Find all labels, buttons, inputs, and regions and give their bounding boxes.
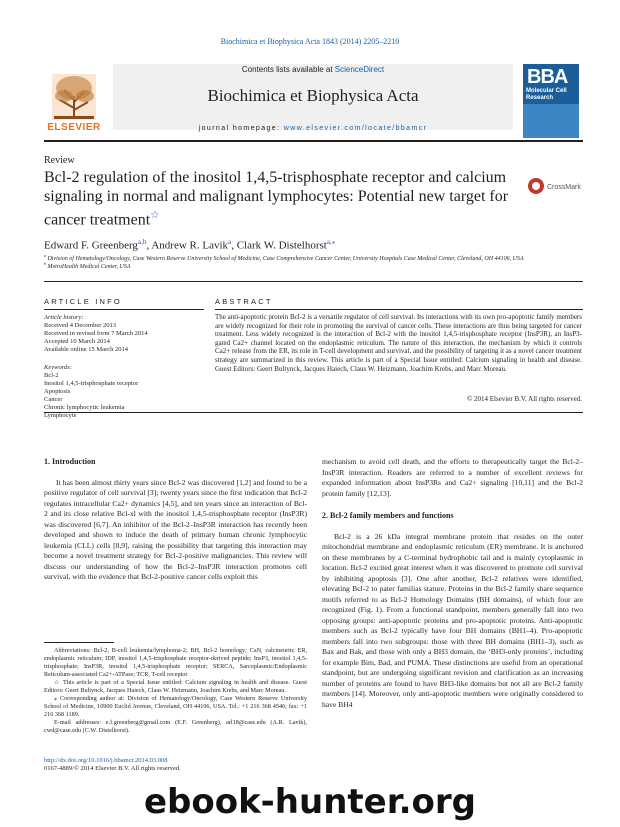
- cover-image-band: [523, 104, 579, 138]
- homepage-url-link[interactable]: www.elsevier.com/locate/bbamcr: [283, 125, 428, 132]
- author-name: Clark W. Distelhorst: [236, 239, 327, 252]
- crossmark-label: CrossMark: [547, 184, 581, 191]
- footnotes-block: [44, 647, 307, 735]
- section-spacer: [322, 499, 583, 511]
- cover-title: BBA: [527, 66, 568, 88]
- keyword: Lymphocyte: [44, 412, 77, 419]
- body-right-column: [322, 457, 583, 710]
- homepage-prefix: journal homepage:: [198, 125, 284, 132]
- affiliation-text: Division of Hematology/Oncology, Case Western Reserve University School of Medicine, Case Comprehensive Cancer Center, University Hospitals Case Medical Center, Cleveland, OH 44106, USA: [47, 256, 524, 262]
- author-affiliation-mark[interactable]: a,⁎: [326, 238, 336, 246]
- keyword: Inositol 1,4,5-trisphosphate receptor: [44, 380, 139, 387]
- keyword: Apoptosis: [44, 388, 71, 395]
- email-footnote: E-mail addresses: e.f.greenberg@gmail.com (E.F. Greenberg), arl18@case.edu (A.R. Lavik), cwd@case.edu (C.W. Distelhorst).: [44, 719, 307, 734]
- elsevier-wordmark: ELSEVIER: [47, 122, 101, 133]
- article-type-label: Review: [44, 155, 75, 166]
- abbreviations-footnote: Abbreviations: Bcl-2, B-cell leukemia/lymphoma-2; BH, Bcl-2 homology; CaN, calcineurin; ER, endoplasmic reticulum; IDP, inositol 1,4,5-trisphosphate receptor-derived peptide; InsP3, inositol 1,4,5-trisphosphate; InsP3R, inositol 1,4,5-trisphosphate receptor; SERCA, Sarcoplasmic/Endoplasmic Reticulum-associated Ca2+-ATPase; TCR, T-cell receptor: [44, 647, 307, 678]
- doi-link[interactable]: http://dx.doi.org/10.1016/j.bbamcr.2014.03.008: [44, 757, 168, 764]
- intro-continuation-paragraph: mechanism to avoid cell death, and the efforts to therapeutically target the Bcl-2–InsP3R interaction. Readers are referred to a number of excellent reviews for expanded information about InsP3Rs and Ca2+ signaling [10,11] and the Bcl-2 protein family [12,13].: [322, 457, 583, 498]
- history-item: Received 4 December 2013: [44, 322, 117, 329]
- history-divider: [44, 354, 204, 364]
- history-item: Accepted 10 March 2014: [44, 338, 110, 345]
- watermark-text: ebook-hunter.org: [143, 782, 477, 822]
- author-affiliation-mark[interactable]: a,b: [137, 238, 147, 246]
- crossmark-badge[interactable]: [527, 176, 583, 196]
- section-heading-bcl2-family: 2. Bcl-2 family members and functions: [322, 511, 454, 520]
- affiliation-a: [44, 254, 524, 262]
- affiliation-label: a: [44, 254, 46, 258]
- author-separator: ,: [231, 239, 237, 252]
- footnote-rule: [44, 642, 114, 643]
- author-separator: ,: [146, 239, 152, 252]
- article-info-heading: ARTICLE INFO: [44, 297, 122, 306]
- title-footnote-mark[interactable]: ☆: [150, 210, 160, 221]
- sciencedirect-link[interactable]: ScienceDirect: [334, 65, 385, 74]
- author-affiliation-mark[interactable]: a: [228, 238, 232, 246]
- issn-line: 0167-4889/© 2014 Elsevier B.V. All rights reserved.: [44, 765, 181, 772]
- heading-spacer: [322, 522, 583, 532]
- affiliation-text: MetroHealth Medical Center, USA: [47, 264, 131, 270]
- history-label: Article history:: [44, 314, 84, 321]
- article-info-rule: [44, 309, 204, 310]
- section2-paragraph: Bcl-2 is a 26 kDa integral membrane protein that resides on the outer mitochondrial membrane and endoplasmic reticulum (ER) membrane. It is anchored on these membranes by a C-terminal hydrophobic tail and is mainly cytoplasmic in location. Bcl-2 excited great interest when it was discovered to promote cell survival by inhibiting apoptosis [3]. One after another, Bcl-2 relatives were identified, elevating Bcl-2 to pater familias stature. Proteins in the Bcl-2 family share sequence motifs referred to as Bcl-2 Homology Domains (BH domains), of which four are recognized (Fig. 1). From a functional standpoint, members generally fall into two opposing groups: anti-apoptotic proteins and pro-apoptotic proteins. Anti-apoptotic members such as Bcl-2 typically have four BH domains (BH1–4). Pro-apoptotic members fall into two subgroups: those with three BH domains (BH1–3), such as Bax and Bak, and those with only a BH3 domain, the ‘BH3-only proteins’, including for example Bim, Bad, and PUMA. These distinctions are useful from an operational standpoint, but are undergoing significant revision and clarification as an increasing number of proteins are found to have BH3-like domains but not all are Bcl-2 family members [14]. Moreover, only anti-apoptotic members were originally considered to have BH4: [322, 531, 583, 709]
- affiliation-rule: [44, 281, 583, 282]
- abstract-heading: ABSTRACT: [215, 297, 273, 306]
- journal-cover-image[interactable]: [523, 64, 579, 138]
- journal-name: Biochimica et Biophysica Acta: [207, 86, 419, 105]
- article-title-text: Bcl-2 regulation of the inositol 1,4,5-trisphosphate receptor and calcium signaling in normal and malignant lymphocytes: Potential new target for cancer treatment: [44, 169, 509, 229]
- abstract-rule: [215, 309, 583, 310]
- author-list: [44, 237, 335, 252]
- abstract-end-rule: [44, 412, 583, 413]
- body-left-column: [44, 457, 307, 583]
- contents-line: [113, 65, 513, 74]
- article-title: [44, 168, 514, 229]
- corresponding-author-footnote: ⁎ Corresponding author at: Division of Hematology/Oncology, Case Western Reserve University School of Medicine, 10900 Euclid Avenue, Cleveland, OH 44106, USA. Tel.: +1 216 368 4546; fax: +1 216 368 1189.: [44, 695, 307, 718]
- author-name: Andrew R. Lavik: [151, 239, 229, 252]
- abstract-text: The anti-apoptotic protein Bcl-2 is a versatile regulator of cell survival. Its interactions with its own pro-apoptotic family members are widely recognized for their role in promoting the survival of cancer cells. These interactions are thus being targeted for cancer treatment. Less widely recognized is the interaction of Bcl-2 with the inositol 1,4,5-trisphosphate receptor (InsP3R), an InsP3-gated Ca2+ channel located on the endoplasmic reticulum. The nature of this interaction, the mechanism by which it controls Ca2+ release from the ER, its role in T-cell development and survival, and the possibility of targeting it as a novel cancer treatment strategy are summarized in this review. This article is part of a Special Issue entitled: Calcium signaling in health and disease. Guest Editors: Geert Bultynck, Jacques Haiech, Claus W. Heizmann, Joachim Krebs, and Marc Moreau.: [215, 313, 582, 373]
- intro-paragraph: It has been almost thirty years since Bcl-2 was discovered [1,2] and found to be a positive regulator of cell survival [3]; twenty years since the first indication that Bcl-2 regulates intracellular Ca2+ dynamics [4,5], and ten years since an interaction of Bcl-2 and its close relative Bcl-xl with the inositol 1,4,5-trisphosphate receptor (InsP3R) was discovered [6,7]. An inhibitor of the Bcl-2–InsP3R interaction has recently been developed and shown to induce the death of primary human chronic lymphocytic leukemia (CLL) cells [8,9], raising the possibility that targeting this interaction may become a novel treatment strategy for Bcl-2-positive malignancies. This review will discuss our understanding of how the Bcl-2–InsP3R interaction promotes cell survival, with the evidence that Bcl-2-positive cancer cells exploit this: [44, 477, 307, 581]
- article-info-block: [44, 314, 204, 420]
- author-name: Edward F. Greenberg: [44, 239, 138, 252]
- affiliation-label: b: [44, 262, 46, 266]
- contents-prefix: Contents lists available at: [241, 65, 335, 74]
- special-issue-footnote: ☆ This article is part of a Special Issue entitled: Calcium signaling in health and disease. Guest Editors: Geert Bultynck, Jacques Haiech, Claus W. Heizmann, Joachim Krebs, and Marc Moreau.: [44, 679, 307, 694]
- keywords-label: Keywords:: [44, 364, 72, 371]
- cover-subtitle: Molecular Cell Research: [526, 88, 567, 101]
- journal-homepage-line: [113, 125, 513, 132]
- heading-spacer: [44, 468, 307, 478]
- header-rule: [44, 140, 583, 142]
- abstract-copyright: © 2014 Elsevier B.V. All rights reserved.: [466, 395, 582, 403]
- keyword: Chronic lymphocytic leukemia: [44, 404, 125, 411]
- history-item: Available online 15 March 2014: [44, 346, 128, 353]
- keyword: Cancer: [44, 396, 63, 403]
- journal-reference-link[interactable]: Biochimica et Biophysica Acta 1843 (2014) 2205–2210: [220, 37, 400, 46]
- history-item: Received in revised form 7 March 2014: [44, 330, 148, 337]
- keyword: Bcl-2: [44, 372, 59, 379]
- doi-block: [44, 757, 181, 773]
- section-heading-introduction: 1. Introduction: [44, 457, 96, 466]
- affiliation-b: [44, 262, 131, 270]
